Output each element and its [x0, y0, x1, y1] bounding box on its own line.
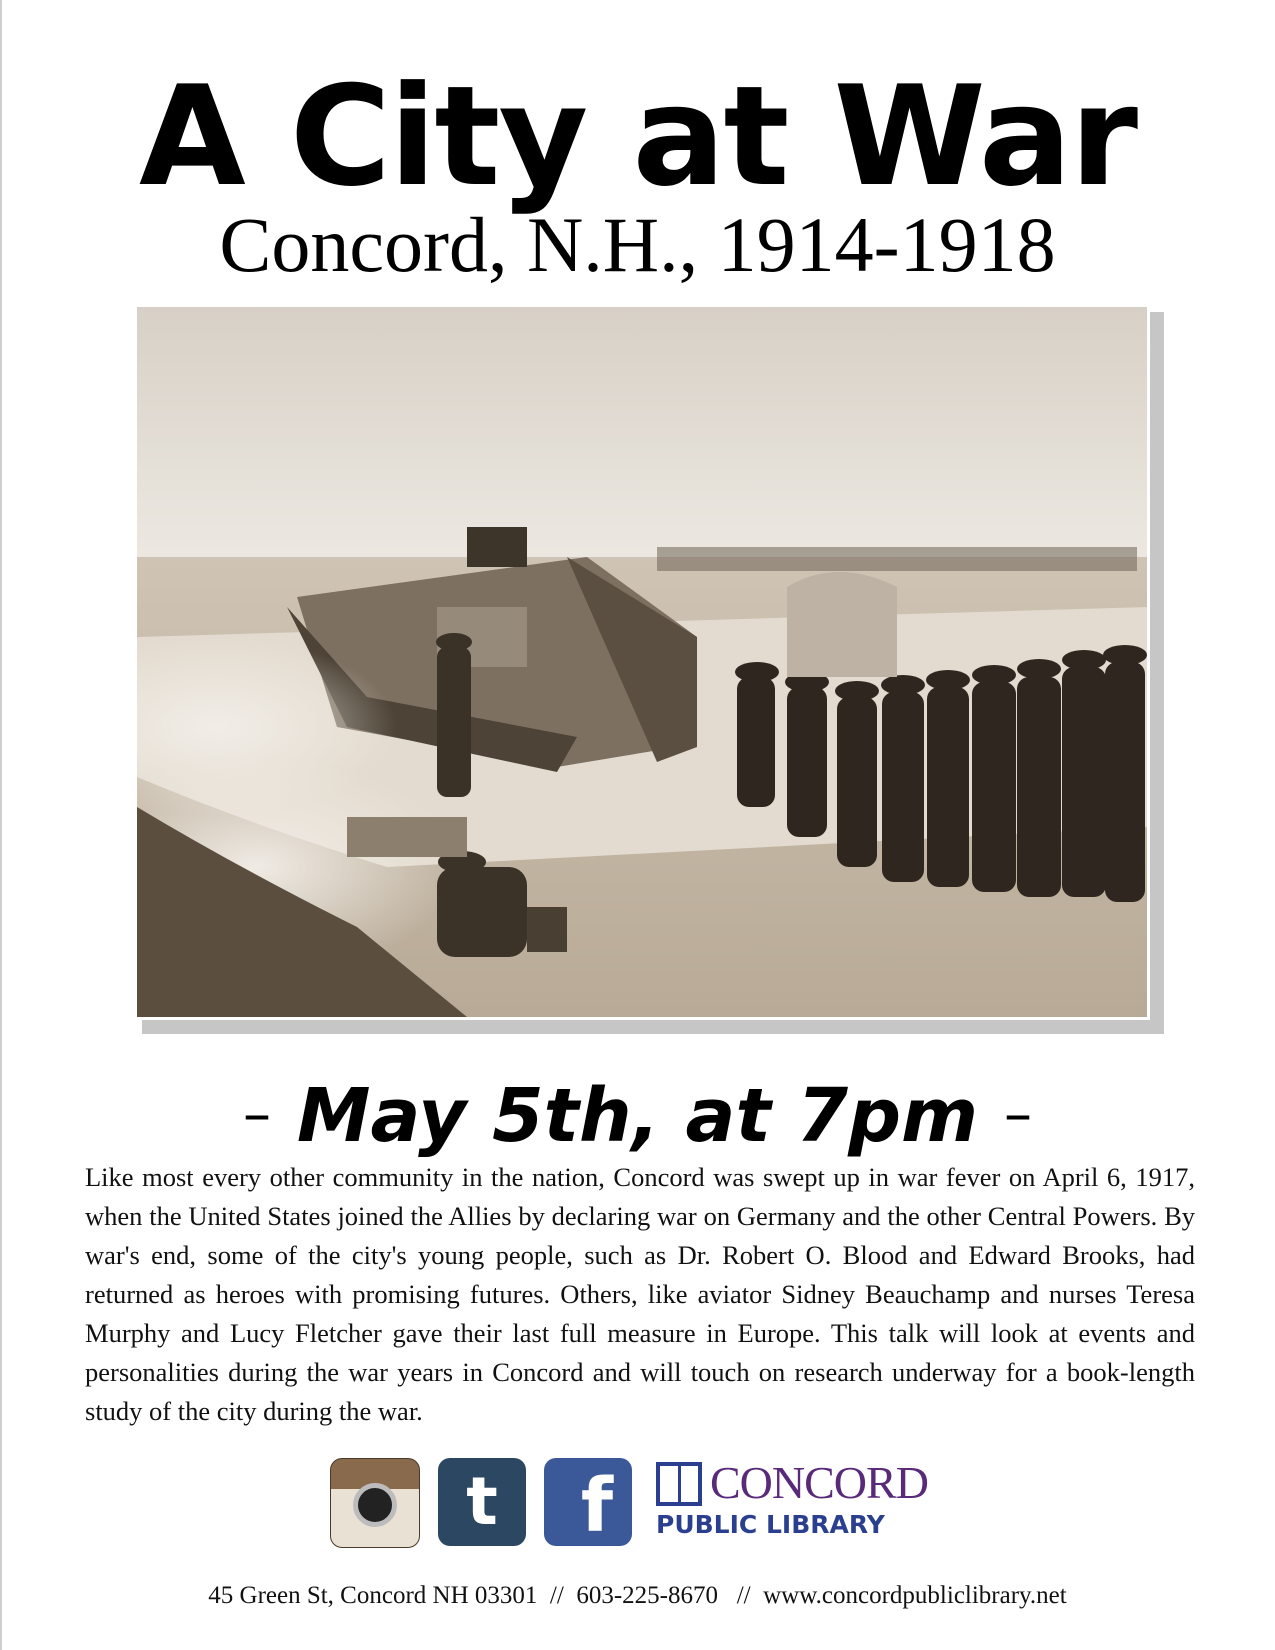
page-title: A City at War — [138, 56, 1136, 217]
footer-separator-1: // — [549, 1582, 564, 1609]
camera-lens-icon — [353, 1483, 397, 1527]
footer-contact — [0, 1580, 1275, 1612]
date-dash-left: – — [243, 1082, 272, 1147]
footer-phone[interactable]: 603-225-8670 — [576, 1582, 718, 1609]
footer-separator-2: // — [736, 1582, 751, 1609]
instagram-icon[interactable] — [330, 1458, 420, 1548]
library-logo[interactable] — [650, 1458, 930, 1548]
historical-photo — [134, 304, 1150, 1020]
event-date — [0, 1070, 1275, 1161]
page-subtitle: Concord, N.H., 1914-1918 — [219, 201, 1056, 288]
footer-website[interactable]: www.concordpubliclibrary.net — [763, 1582, 1067, 1609]
logo-public-library: PUBLIC LIBRARY — [656, 1510, 885, 1539]
event-description: Like most every other community in the nation, Concord was swept up in war fever on April 6, 1917, when the United States joined the Allies by declaring war on Germany and the other Central Powers. By war's end, some of the city's young people, such as Dr. Robert O. Blood and Edward Brooks, had returned as heroes with promising futures. Others, like aviator Sidney Beauchamp and nurses Teresa Murphy and Lucy Fletcher gave their last full measure in Europe. This talk will look at events and personalities during the war years in Concord and will touch on research underway for a book-length study of the city during the war. — [85, 1162, 1195, 1426]
date-dash-right: – — [1003, 1082, 1032, 1147]
logo-concord: CONCORD — [710, 1457, 928, 1508]
tank-and-soldiers-photo — [137, 307, 1147, 1017]
event-date-text: May 5th, at 7pm — [296, 1073, 979, 1159]
book-logo-icon — [656, 1462, 702, 1506]
tumblr-icon[interactable] — [438, 1458, 526, 1546]
facebook-icon[interactable] — [544, 1458, 632, 1549]
facebook-glyph: f — [580, 1463, 614, 1549]
tumblr-glyph: t — [466, 1463, 498, 1540]
footer-address: 45 Green St, Concord NH 03301 — [208, 1582, 538, 1609]
